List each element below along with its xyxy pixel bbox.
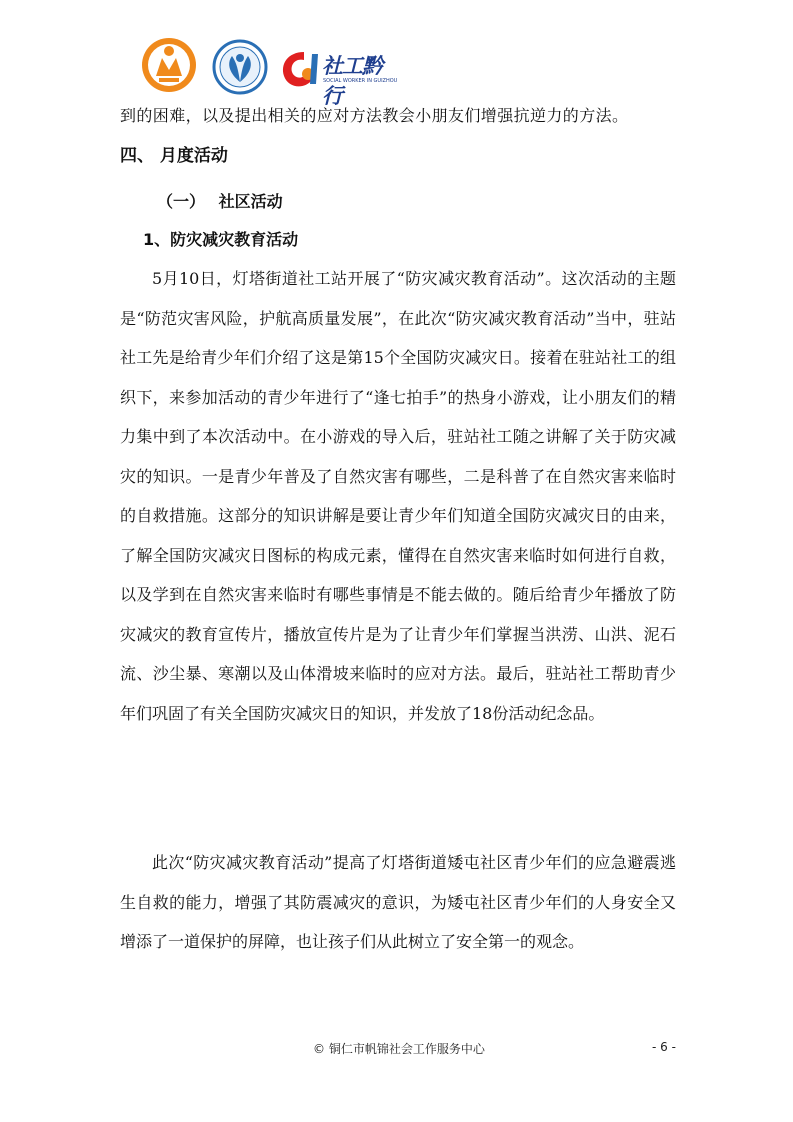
- footer-copyright: © 铜仁市帆锦社会工作服务中心: [313, 1042, 485, 1056]
- logo-brand-text: 社工黔行: [322, 54, 382, 108]
- continued-text-line: 到的困难，以及提出相关的应对方法教会小朋友们增强抗逆力的方法。: [120, 106, 629, 125]
- paragraph-activity-description: 5月10日，灯塔街道社工站开展了“防灾减灾教育活动”。这次活动的主题是“防范灾害风险，护航高质量发展”，在此次“防灾减灾教育活动”当中，驻站社工先是给青少年们介绍了这是第15个全国防灾减灾日。接着在驻站社工的组织下，来参加活动的青少年进行了“逢七拍手”的热身小游戏，让小朋友们的精力集中到了本次活动中。在小游戏的导入后，驻站社工随之讲解了关于防灾减灾的知识。一是青少年普及了自然灾害有哪些，二是科普了在自然灾害来临时的自救措施。这部分的知识讲解是要让青少年们知道全国防灾减灾日的由来，了解全国防灾减灾日图标的构成元素，懂得在自然灾害来临时如何进行自救，以及学到在自然灾害来临时有哪些事情是不能去做的。随后给青少年播放了防灾减灾的教育宣传片，播放宣传片是为了让青少年们掌握当洪涝、山洪、泥石流、沙尘暴、寒潮以及山体滑坡来临时的应对方法。最后，驻站社工帮助青少年们巩固了有关全国防灾减灾日的知识，并发放了18份活动纪念品。: [120, 269, 676, 723]
- item-heading: 1、防灾减灾教育活动: [143, 230, 299, 249]
- social-work-association-logo-icon: [212, 38, 268, 96]
- organization-logo-icon: [140, 36, 198, 94]
- logo-brand-subtitle: SOCIAL WORKER IN GUIZHOU: [323, 78, 398, 84]
- section-heading: 四、 月度活动: [120, 146, 228, 166]
- paragraph-activity-summary: 此次“防灾减灾教育活动”提高了灯塔街道矮屯社区青少年们的应急避震逃生自救的能力，增强了其防震减灾的意识，为矮屯社区青少年们的人身安全又增添了一道保护的屏障，也让孩子们从此树立了安全第一的观念。: [120, 853, 676, 951]
- header-logos: [140, 36, 400, 108]
- page-number: - 6 -: [652, 1040, 676, 1054]
- guizhou-social-worker-logo-icon: [278, 44, 398, 108]
- subsection-heading: （一） 社区活动: [157, 192, 283, 211]
